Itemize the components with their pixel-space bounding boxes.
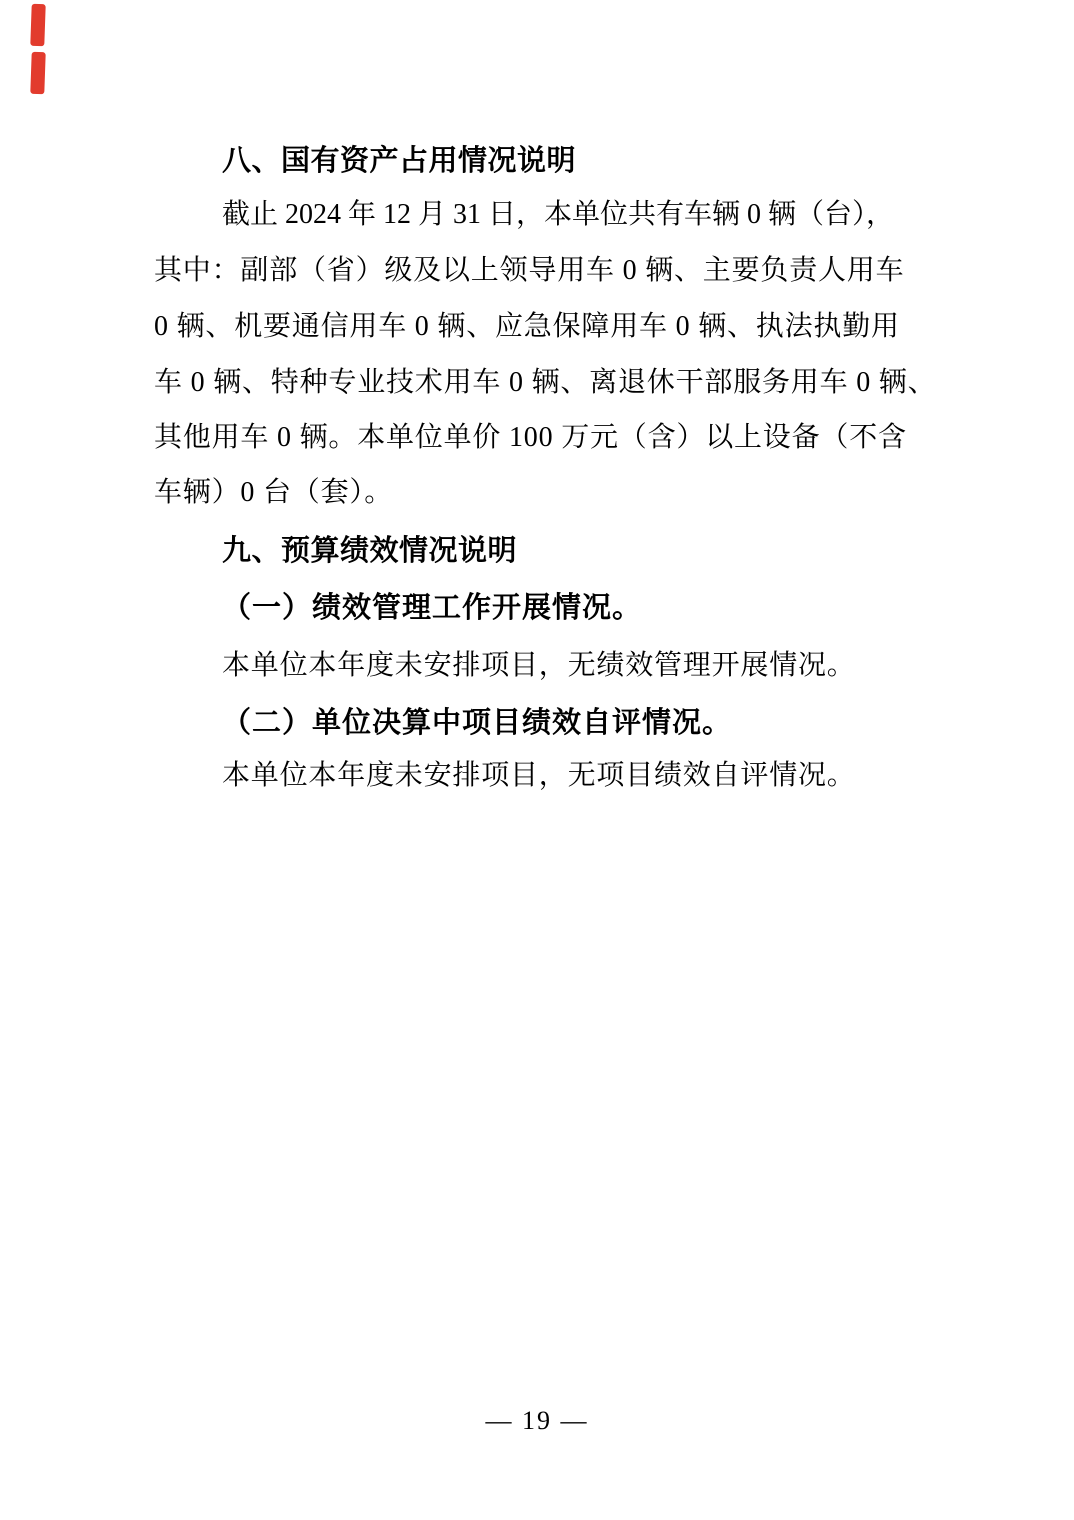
section8-paragraph-line-1: 截止 2024 年 12 月 31 日，本单位共有车辆 0 辆（台）， (222, 199, 895, 230)
section8-paragraph-line-6: 车辆）0 台（套）。 (154, 477, 394, 508)
red-edge-mark-bottom (30, 52, 45, 94)
page-number: — 19 — (485, 1406, 589, 1435)
section8-paragraph-line-5: 其他用车 0 辆。本单位单价 100 万元（含）以上设备（不含 (154, 422, 907, 453)
section8-heading: 八、国有资产占用情况说明 (222, 145, 577, 177)
section8-paragraph-line-3: 0 辆、机要通信用车 0 辆、应急保障用车 0 辆、执法执勤用 (154, 311, 900, 342)
section8-paragraph-line-2: 其中：副部（省）级及以上领导用车 0 辆、主要负责人用车 (154, 255, 905, 286)
section9-sub1-text: 本单位本年度未安排项目，无绩效管理开展情况。 (222, 650, 856, 681)
section8-paragraph-line-4: 车 0 辆、特种专业技术用车 0 辆、离退休干部服务用车 0 辆、 (154, 367, 937, 398)
section9-sub2-text: 本单位本年度未安排项目，无项目绩效自评情况。 (222, 760, 856, 791)
section9-heading: 九、预算绩效情况说明 (222, 535, 518, 567)
red-edge-mark-top (30, 4, 45, 46)
section9-sub2-heading: （二）单位决算中项目绩效自评情况。 (222, 707, 733, 739)
section9-sub1-heading: （一）绩效管理工作开展情况。 (222, 592, 643, 624)
